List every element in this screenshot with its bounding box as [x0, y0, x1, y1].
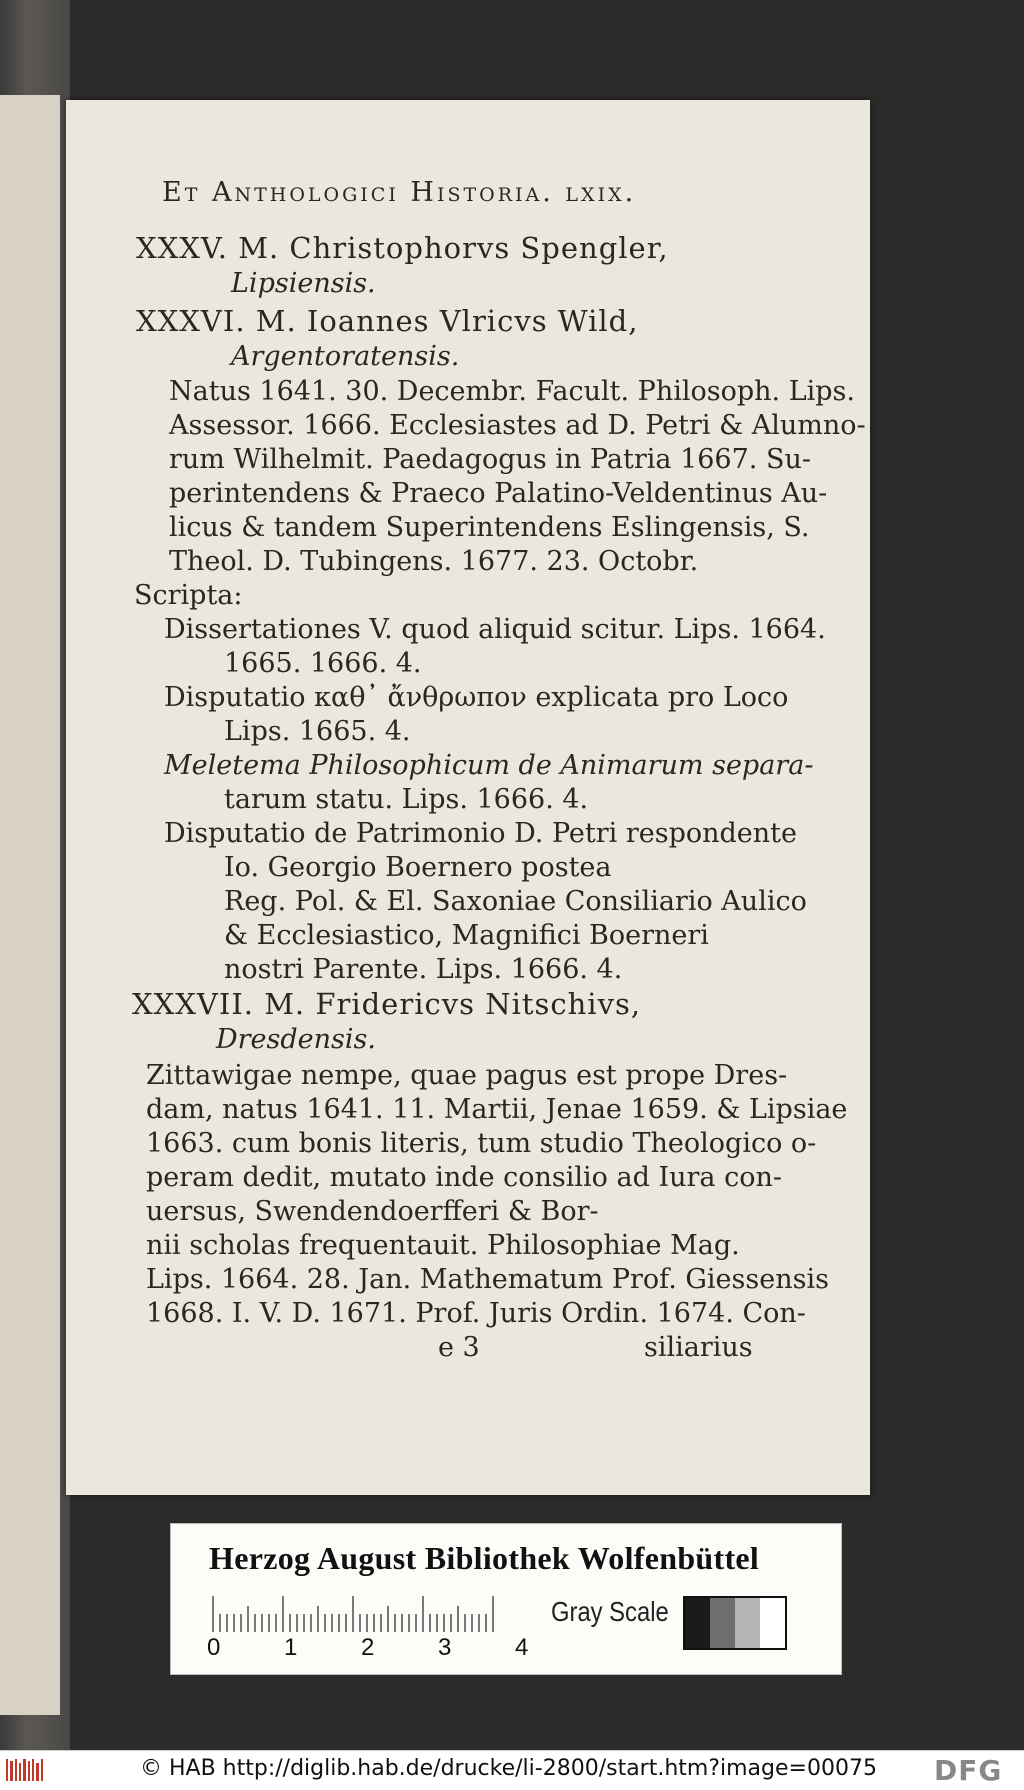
catchword: siliarius: [644, 1332, 753, 1363]
text-line: 1668. I. V. D. 1671. Prof. Juris Ordin. 1674. Con-: [146, 1298, 806, 1329]
entry-origin-xxxvi: Argentoratensis.: [231, 341, 460, 372]
gray-scale-swatches: [683, 1596, 787, 1650]
ruler-number: 0: [207, 1634, 221, 1661]
text-line: Reg. Pol. & El. Saxoniae Consiliario Aulico: [224, 886, 807, 917]
work-title-line: Dissertationes V. quod aliquid scitur. Lips. 1664.: [164, 614, 826, 645]
text-line: nii scholas frequentauit. Philosophiae Mag.: [146, 1230, 740, 1261]
text-line: Zittawigae nempe, quae pagus est prope Dres-: [146, 1060, 788, 1091]
text-line: uersus, Swendendoerfferi & Bor-: [146, 1196, 599, 1227]
color-calibration-card: [170, 1523, 842, 1675]
gray-swatch: [685, 1598, 710, 1648]
ruler-scale: [211, 1596, 511, 1632]
work-title-line: Disputatio καθ᾽ ἄνθρωπον explicata pro Loco: [164, 682, 789, 713]
text-line: Lips. 1665. 4.: [224, 716, 411, 747]
text-line: tarum statu. Lips. 1666. 4.: [224, 784, 589, 815]
text-line: rum Wilhelmit. Paedagogus in Patria 1667. Su-: [169, 444, 811, 475]
gray-scale-label: Gray Scale: [551, 1596, 669, 1627]
ruler-number: 4: [515, 1634, 529, 1661]
entry-origin-xxxv: Lipsiensis.: [231, 268, 376, 299]
entry-heading-xxxvi: XXXVI. M. Ioannes Vlricvs Wild,: [136, 304, 639, 338]
entry-heading-xxxv: XXXV. M. Christophorvs Spengler,: [136, 231, 669, 265]
text-line: licus & tandem Superintendens Eslingensis, S.: [169, 512, 810, 543]
work-title-line: Disputatio de Patrimonio D. Petri respondente: [164, 818, 797, 849]
copyright-url[interactable]: © HAB http://diglib.hab.de/drucke/li-2800/start.htm?image=00075: [140, 1756, 877, 1781]
text-line: & Ecclesiastico, Magnifici Boerneri: [224, 920, 709, 951]
ruler-number: 1: [284, 1634, 298, 1661]
gray-swatch: [735, 1598, 760, 1648]
ruler-number: 3: [438, 1634, 452, 1661]
entry-heading-xxxvii: XXXVII. M. Fridericvs Nitschivs,: [132, 987, 642, 1021]
gray-swatch: [710, 1598, 735, 1648]
gray-swatch: [760, 1598, 785, 1648]
text-line: perintendens & Praeco Palatino-Veldentinus Au-: [169, 478, 828, 509]
text-line: peram dedit, mutato inde consilio ad Iura con-: [146, 1162, 783, 1193]
library-title: Herzog August Bibliothek Wolfenbüttel: [209, 1540, 760, 1576]
text-line: Lips. 1664. 28. Jan. Mathematum Prof. Giessensis: [146, 1264, 829, 1295]
text-line: Assessor. 1666. Ecclesiastes ad D. Petri & Alumno-: [169, 410, 866, 441]
text-line: Theol. D. Tubingens. 1677. 23. Octobr.: [169, 546, 699, 577]
dfg-logo: DFG: [934, 1754, 1003, 1787]
text-line: Io. Georgio Boernero postea: [224, 852, 612, 883]
scripta-label: Scripta:: [134, 580, 243, 611]
previous-page-edge: [0, 95, 60, 1715]
running-header: Et Anthologici Historia. lxix.: [162, 177, 637, 208]
text-line: 1663. cum bonis literis, tum studio Theologico o-: [146, 1128, 817, 1159]
barcode-icon: [6, 1757, 46, 1783]
work-title-line: Meletema Philosophicum de Animarum separa-: [164, 750, 814, 781]
book-page: [66, 100, 870, 1495]
text-line: dam, natus 1641. 11. Martii, Jenae 1659. & Lipsiae: [146, 1094, 848, 1125]
text-line: 1665. 1666. 4.: [224, 648, 422, 679]
ruler-number: 2: [361, 1634, 375, 1661]
entry-origin-xxxvii: Dresdensis.: [216, 1024, 376, 1055]
footer-bar: [0, 1750, 1024, 1790]
text-line: nostri Parente. Lips. 1666. 4.: [224, 954, 623, 985]
text-line: Natus 1641. 30. Decembr. Facult. Philosoph. Lips.: [169, 376, 855, 407]
signature-mark: e 3: [438, 1332, 480, 1363]
